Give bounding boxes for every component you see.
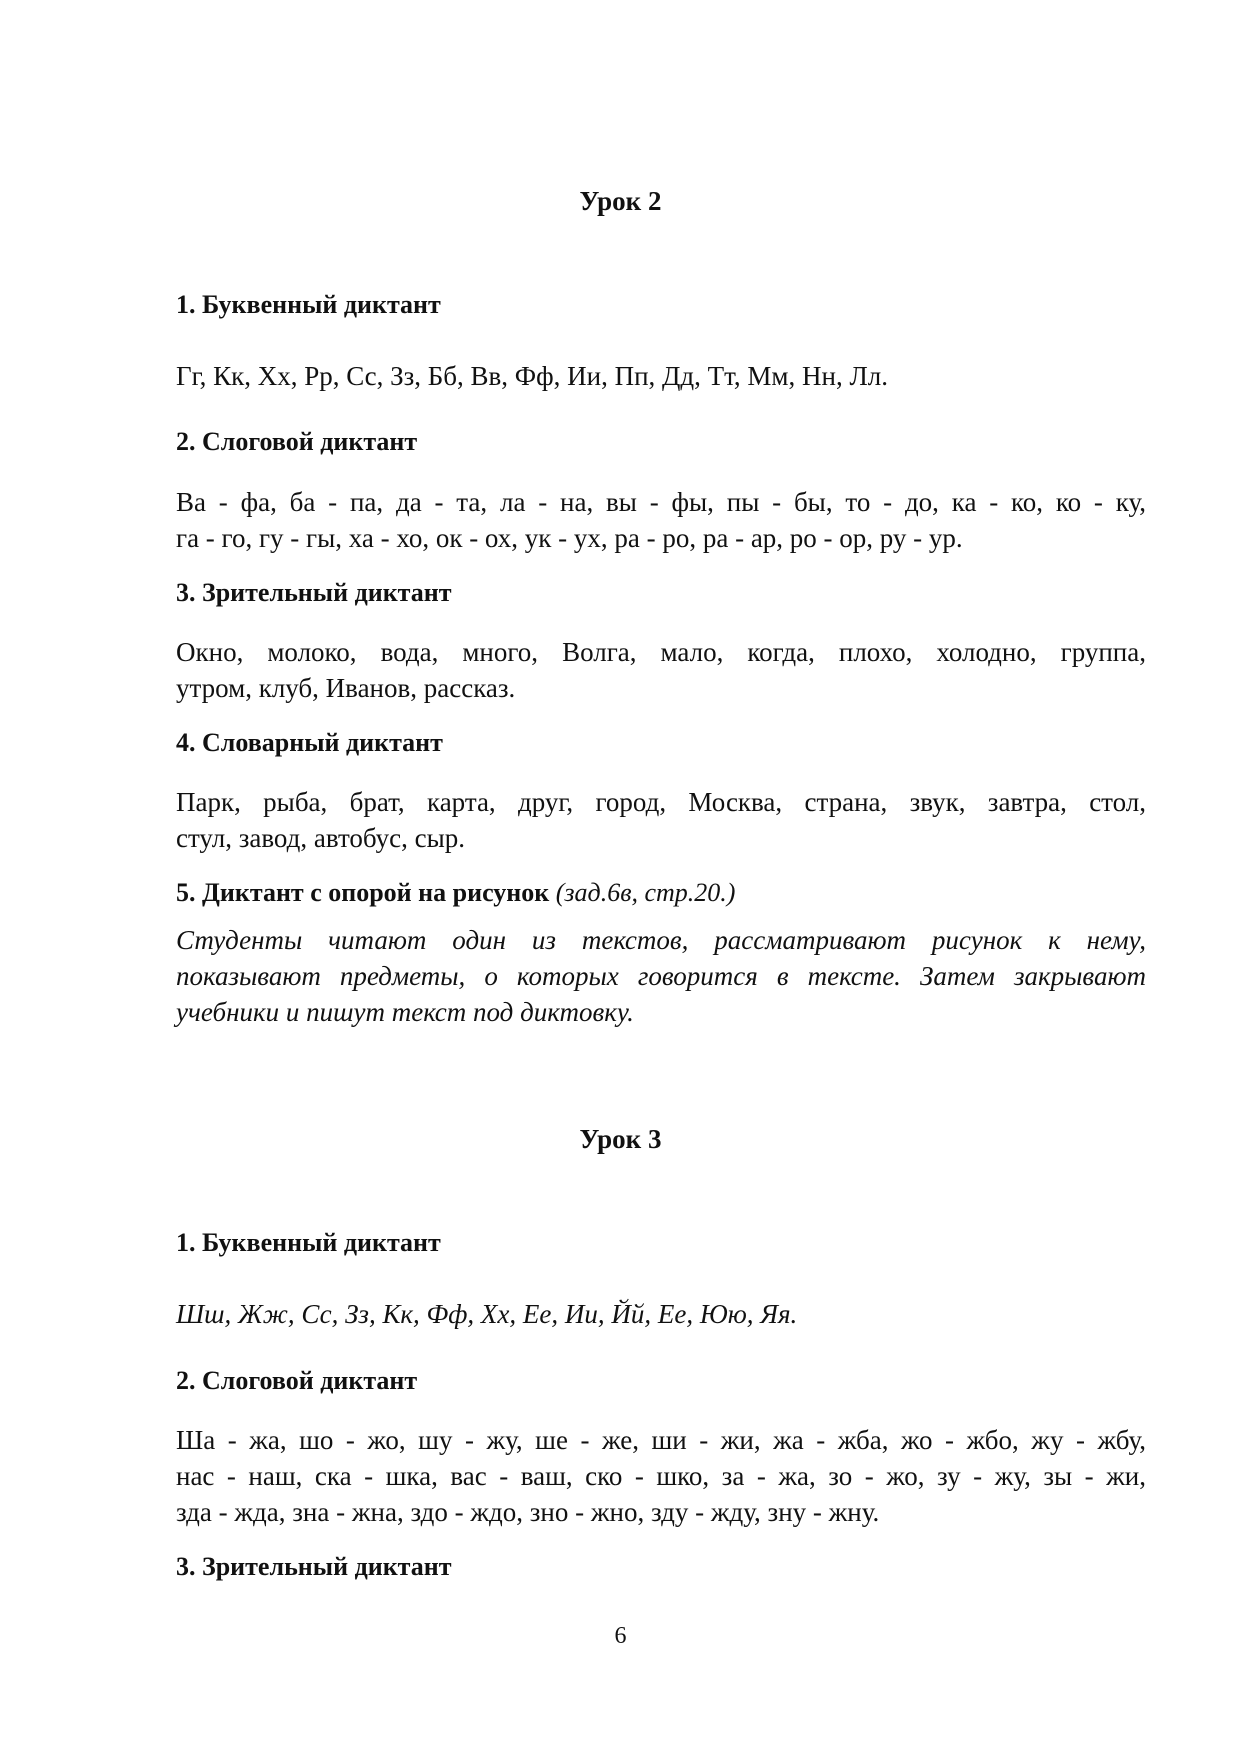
l2-visual-dictation-text	[176, 634, 1146, 706]
text-line: Окно, молоко, вода, много, Волга, мало, когда, плохо, холодно, группа,	[176, 637, 1146, 667]
l3-visual-dictation-heading: 3. Зрительный диктант	[176, 1552, 452, 1581]
text-line: Ва - фа, ба - па, да - та, ла - на, вы - фы, пы - бы, то - до, ка - ко, ко - ку,	[176, 487, 1146, 517]
lesson-2-title: Урок 2	[579, 186, 662, 216]
l2-vocabulary-dictation-text	[176, 784, 1146, 856]
lesson-3-title: Урок 3	[579, 1124, 662, 1154]
text-line: Студенты читают один из текстов, рассматривают рисунок к нему,	[176, 925, 1146, 955]
l2-letter-dictation-heading: 1. Буквенный диктант	[176, 290, 441, 319]
text-line: га - го, гу - гы, ха - хо, ок - ох, ук - ух, ра - ро, ра - ар, ро - ор, ру - ур.	[176, 523, 963, 553]
text-line: зда - жда, зна - жна, здо - ждо, зно - жно, зду - жду, зну - жну.	[176, 1497, 880, 1527]
text-line: Парк, рыба, брат, карта, друг, город, Москва, страна, звук, завтра, стол,	[176, 787, 1146, 817]
l2-syllable-dictation-text	[176, 484, 1146, 556]
text-line: Шш, Жж, Сс, Зз, Кк, Фф, Хх, Ее, Ии, Йй, Ее, Юю, Яя.	[176, 1299, 798, 1329]
text-line: нас - наш, ска - шка, вас - ваш, ско - шко, за - жа, зо - жо, зу - жу, зы - жи,	[176, 1461, 1146, 1491]
l2-syllable-dictation-heading: 2. Слоговой диктант	[176, 427, 418, 456]
l3-letter-dictation-heading: 1. Буквенный диктант	[176, 1228, 441, 1257]
text-line: утром, клуб, Иванов, рассказ.	[176, 673, 516, 703]
l2-letter-dictation-text	[176, 358, 1146, 394]
l3-syllable-dictation-heading: 2. Слоговой диктант	[176, 1366, 418, 1395]
l2-picture-dictation-instructions	[176, 922, 1146, 1030]
l3-letter-dictation-text	[176, 1296, 1146, 1332]
l3-syllable-dictation-text	[176, 1422, 1146, 1530]
page-number: 6	[614, 1623, 627, 1649]
text-line: стул, завод, автобус, сыр.	[176, 823, 465, 853]
text-line: Ша - жа, шо - жо, шу - жу, ше - же, ши - жи, жа - жба, жо - жбо, жу - жбу,	[176, 1425, 1146, 1455]
text-line: показывают предметы, о которых говорится в тексте. Затем закрывают	[176, 961, 1146, 991]
heading-text: 5. Диктант с опорой на рисунок	[176, 878, 550, 907]
text-line: Гг, Кк, Хх, Рр, Сс, Зз, Бб, Вв, Фф, Ии, Пп, Дд, Тт, Мм, Нн, Лл.	[176, 361, 889, 391]
l2-picture-dictation-heading	[176, 878, 1146, 908]
l2-vocabulary-dictation-heading: 4. Словарный диктант	[176, 728, 443, 757]
l2-visual-dictation-heading: 3. Зрительный диктант	[176, 578, 452, 607]
task-reference: (зад.6в, стр.20.)	[555, 878, 736, 907]
text-line: учебники и пишут текст под диктовку.	[176, 997, 634, 1027]
